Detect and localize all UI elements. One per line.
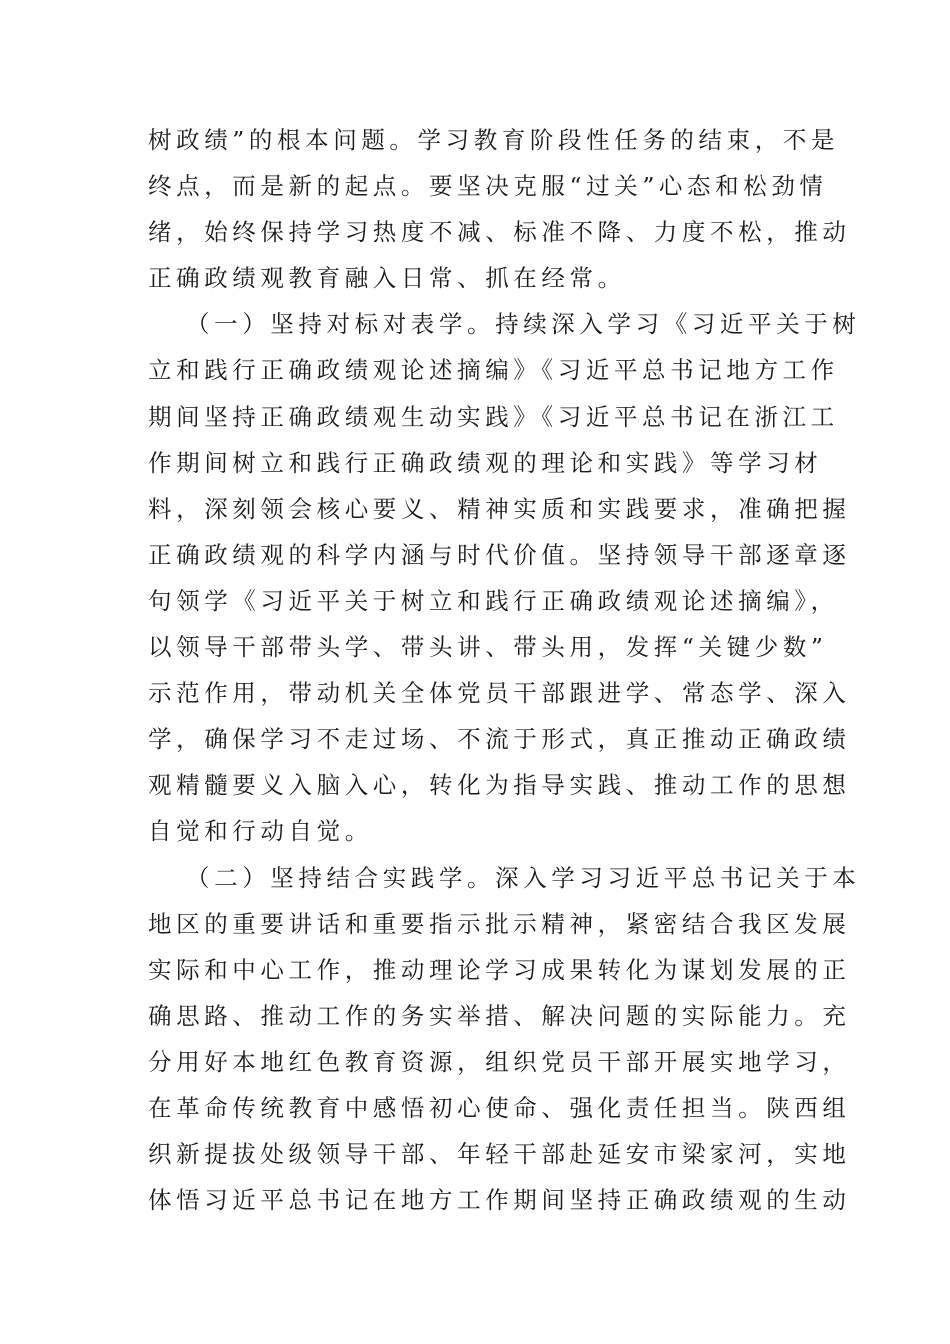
text-line: 终点，而是新的起点。要坚决克服“过关”心态和松劲情 <box>148 172 828 201</box>
text-line: 立和践行正确政绩观论述摘编》《习近平总书记地方工作 <box>148 356 839 385</box>
body-text <box>148 117 861 1223</box>
text-line: 确思路、推动工作的务实举措、解决问题的实际能力。充 <box>148 1001 851 1030</box>
text-line: 以领导干部带头学、带头讲、带头用，发挥“关键少数” <box>148 633 828 662</box>
text-line: 句领学《习近平关于树立和践行正确政绩观论述摘编》， <box>148 586 839 615</box>
text-line: 作期间树立和践行正确政绩观的理论和实践》等学习材 <box>148 448 823 477</box>
text-line: 织新提拔处级领导干部、年轻干部赴延安市梁家河，实地 <box>148 1140 851 1169</box>
text-line: 正确政绩观教育融入日常、抓在经常。 <box>148 264 626 293</box>
text-line: 观精髓要义入脑入心，转化为指导实践、推动工作的思想 <box>148 771 851 800</box>
text-line: 分用好本地红色教育资源，组织党员干部开展实地学习， <box>148 1047 851 1076</box>
text-line: 料，深刻领会核心要义、精神实质和实践要求，准确把握 <box>148 494 851 523</box>
text-line: 体悟习近平总书记在地方工作期间坚持正确政绩观的生动 <box>148 1186 851 1215</box>
text-line: 正确政绩观的科学内涵与时代价值。坚持领导干部逐章逐 <box>148 540 851 569</box>
text-line: 树政绩”的根本问题。学习教育阶段性任务的结束，不是 <box>148 126 840 154</box>
section-one-heading-line: （一）坚持对标对表学。持续深入学习《习近平关于树 <box>186 310 861 339</box>
text-line: 绪，始终保持学习热度不减、标准不降、力度不松，推动 <box>148 218 851 247</box>
text-line: 在革命传统教育中感悟初心使命、强化责任担当。陕西组 <box>148 1093 851 1122</box>
text-line: 地区的重要讲话和重要指示批示精神，紧密结合我区发展 <box>148 909 851 938</box>
text-line: 实际和中心工作，推动理论学习成果转化为谋划发展的正 <box>148 955 851 984</box>
text-line: 自觉和行动自觉。 <box>148 817 373 846</box>
text-line: 示范作用，带动机关全体党员干部跟进学、常态学、深入 <box>148 679 851 708</box>
text-line: 期间坚持正确政绩观生动实践》《习近平总书记在浙江工 <box>148 402 839 431</box>
section-two-heading-line: （二）坚持结合实践学。深入学习习近平总书记关于本 <box>186 863 861 892</box>
text-line: 学，确保学习不走过场、不流于形式，真正推动正确政绩 <box>148 725 851 754</box>
